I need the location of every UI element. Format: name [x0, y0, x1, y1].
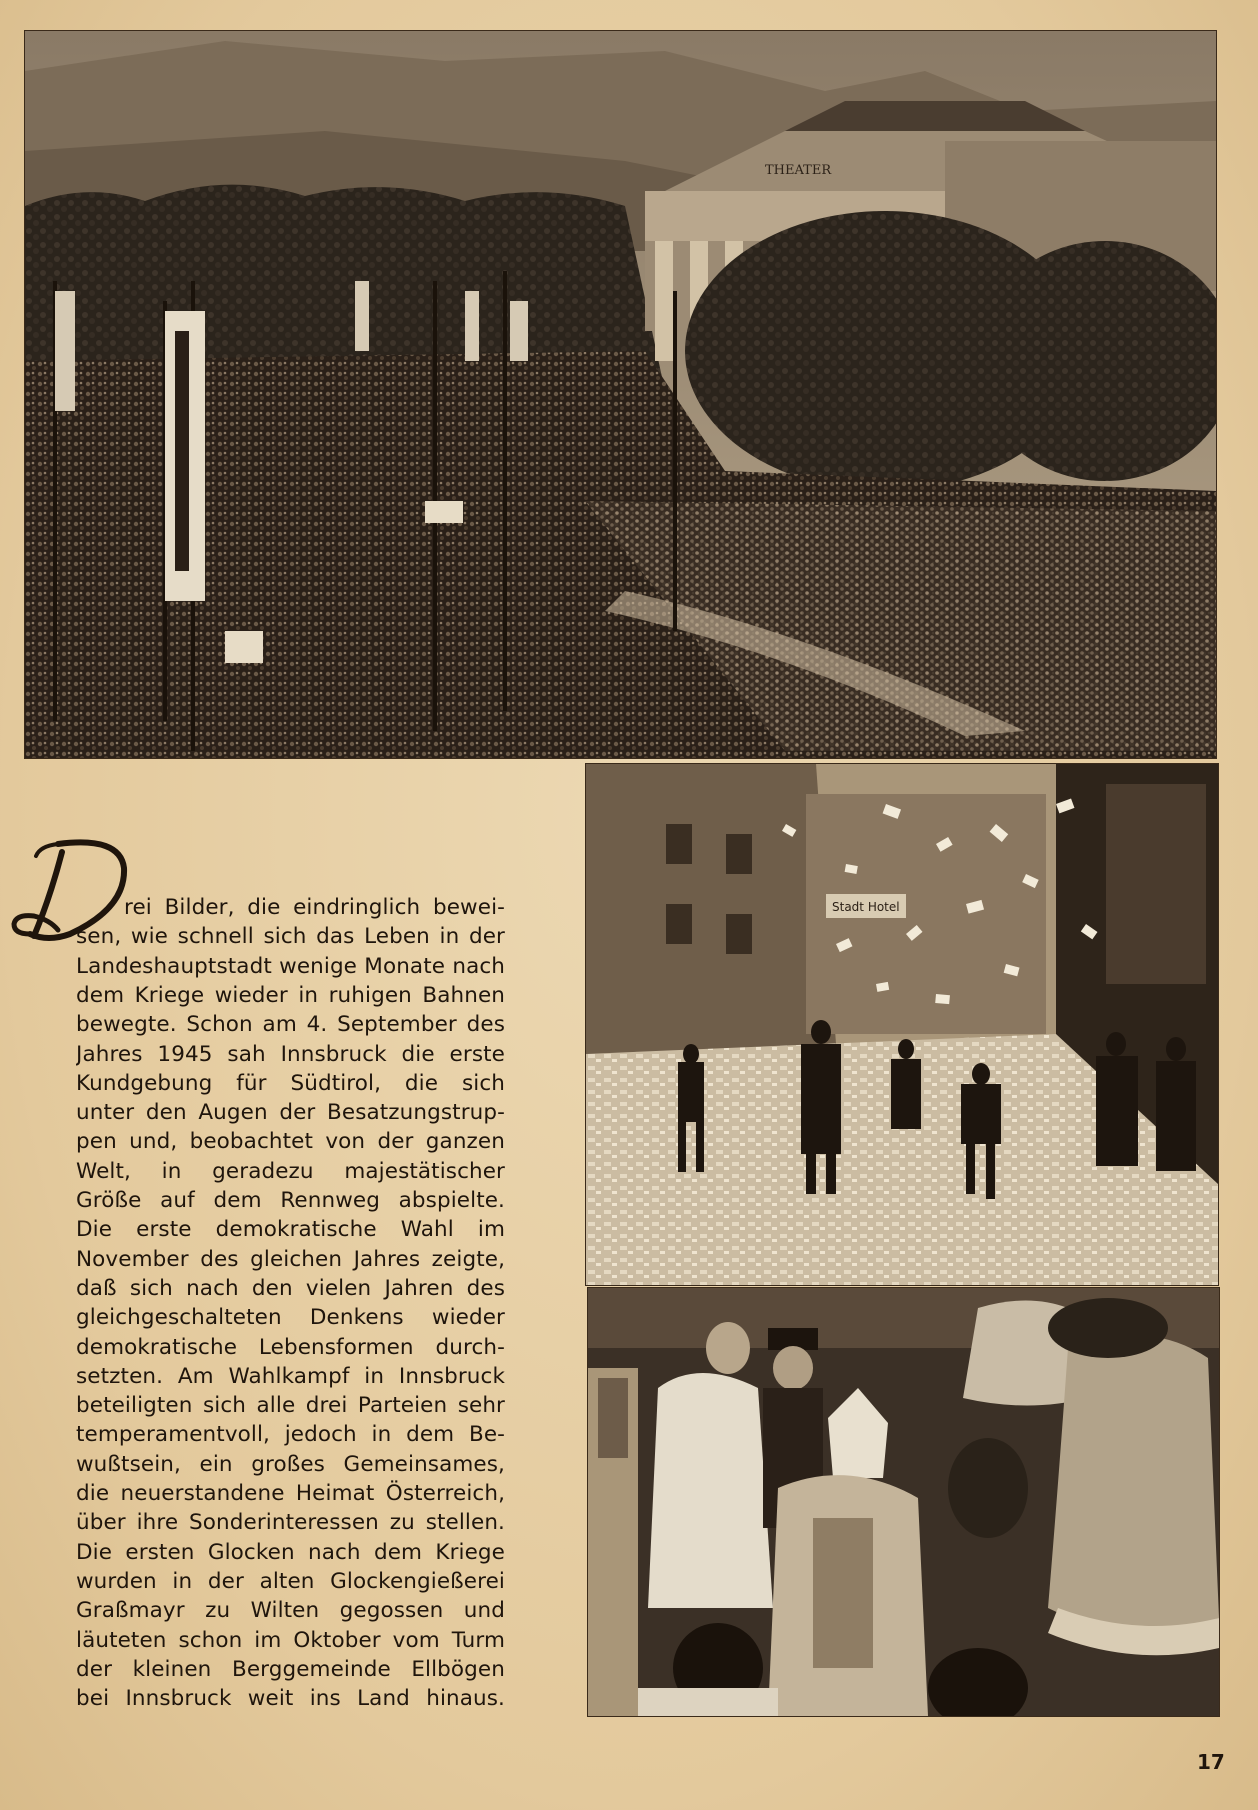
- shop-sign: Stadt Hotel: [832, 900, 900, 914]
- bell-consecration-photo: [587, 1287, 1220, 1717]
- crowd-rally-photo: [24, 30, 1217, 759]
- article-line: beteiligten sich alle drei Parteien sehr: [76, 1393, 505, 1419]
- article-line: Die ersten Glocken nach dem Kriege: [76, 1539, 505, 1565]
- article-line: bewegte. Schon am 4. September des: [76, 1012, 505, 1038]
- article-line: temperamentvoll, jedoch in dem Be-: [76, 1422, 505, 1448]
- article-line: Die erste demokratische Wahl im: [76, 1217, 505, 1243]
- article-line: unter den Augen der Besatzungstrup-: [76, 1100, 505, 1126]
- street-leaflets-photo: [585, 763, 1219, 1286]
- article-line: November des gleichen Jahres zeigte,: [76, 1246, 505, 1272]
- article-line: sen, wie schnell sich das Leben in der: [76, 924, 505, 950]
- article-line: Kundgebung für Südtirol, die sich: [76, 1070, 505, 1096]
- article-line: über ihre Sonderinteressen zu stellen.: [76, 1510, 505, 1536]
- article-line: Welt, in geradezu majestätischer: [76, 1158, 505, 1184]
- article-line: Graßmayr zu Wilten gegossen und: [76, 1598, 505, 1624]
- article-line: rei Bilder, die eindringlich bewei-: [124, 895, 505, 920]
- article-line: läuteten schon im Oktober vom Turm: [76, 1627, 505, 1653]
- article-line: pen und, beobachtet von der ganzen: [76, 1129, 505, 1155]
- article-line: demokratische Lebensformen durch-: [76, 1334, 505, 1360]
- article-text: [10, 838, 505, 1718]
- theater-sign: THEATER: [765, 163, 832, 178]
- article-line: daß sich nach den vielen Jahren des: [76, 1275, 505, 1301]
- article-line: setzten. Am Wahlkampf in Innsbruck: [76, 1363, 505, 1389]
- article-line: dem Kriege wieder in ruhigen Bahnen: [76, 982, 505, 1008]
- article-line: Landeshauptstadt wenige Monate nach: [76, 953, 505, 979]
- article-line: wußtsein, ein großes Gemeinsames,: [76, 1451, 505, 1477]
- article-line: der kleinen Berggemeinde Ellbögen: [76, 1656, 505, 1682]
- article-line: die neuerstandene Heimat Österreich,: [76, 1481, 505, 1506]
- page-number: 17: [1197, 1750, 1225, 1774]
- article-line: gleichgeschalteten Denkens wieder: [76, 1305, 505, 1331]
- article-line: Jahres 1945 sah Innsbruck die erste: [76, 1041, 505, 1067]
- article-line: bei Innsbruck weit ins Land hinaus.: [76, 1686, 505, 1712]
- article-line: wurden in der alten Glockengießerei: [76, 1568, 505, 1594]
- article-line: Größe auf dem Rennweg abspielte.: [76, 1188, 505, 1213]
